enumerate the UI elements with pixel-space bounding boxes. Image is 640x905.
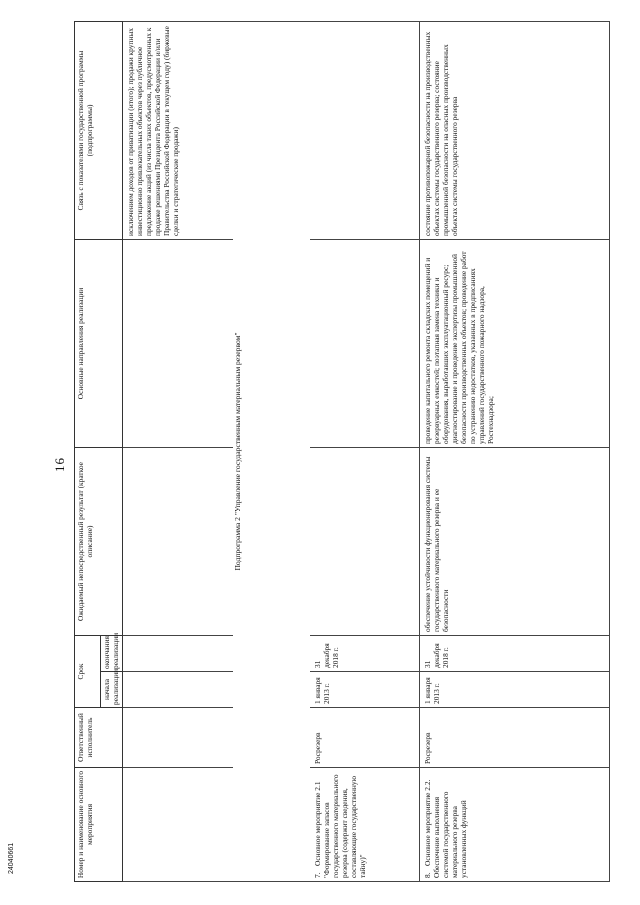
- table-row: [310, 21, 420, 881]
- executor: Росрезерв: [312, 732, 322, 764]
- header-measure: Номер и наименование основного мероприятия: [75, 768, 123, 882]
- row-number: 8.: [423, 872, 432, 878]
- directions: [310, 240, 313, 447]
- header-result: Ожидаемый непосредственный результат (краткое описание): [75, 447, 123, 635]
- indicators: состояние противопожарной безопасности на производственных объектах системы государственного резерва; состояние промышленной безопасности на опасных производственных объектах системы государственного резерва: [423, 31, 460, 236]
- indicators: [310, 22, 313, 239]
- rotated-sheet: [50, 22, 610, 882]
- carryover-indicators: исключением доходов от приватизации (итого); продажи крупных инвестиционно привлекательных объектов через публичное предложение акций (из числа таких объектов, предусмотренных к продаже решениями Президента Российской Федерации и/или Правительства Российской Федерации в текущем году) (биржевые сделки и стратегические продажи): [126, 26, 181, 236]
- executor: Росрезерв: [423, 732, 432, 764]
- page-number: 16: [52, 457, 67, 472]
- term-start: 1 января 2013 г.: [423, 677, 442, 704]
- subprogram-row: [233, 21, 310, 881]
- header-term-start: начала реализации: [101, 672, 123, 708]
- result: [310, 448, 313, 635]
- measure-name: Основное мероприятие 2.2. Обеспечение выполнения системой государственного материального резерва установленных функций: [423, 779, 469, 878]
- subprogram-title: Подпрограмма 2 "Управление государственным материальным резервом": [232, 332, 242, 571]
- header-indicators: Связь с показателями государственной программы (подпрограммы): [75, 21, 123, 239]
- measures-table: [74, 21, 610, 882]
- header-term: Срок: [75, 635, 101, 707]
- row-number: 7.: [312, 872, 322, 878]
- carryover-row: [123, 21, 233, 881]
- header-directions: Основные направления реализации: [75, 239, 123, 447]
- measure-name: Основное мероприятие 2.1 "Формирование запасов государственного материального резерва (содержит сведения, составляющие государственную тайну)": [312, 774, 367, 878]
- directions: проведение капитального ремонта складских помещений и резервуарных емкостей; поэтапная замена техники и оборудования, выработавших эксплуатационный ресурс; диагностирование и проведение экспертизы промышленной безопасности производственных объектов; проведение работ по устранению недостатков, указанных в предписаниях управлений государственного пожарного надзора, Ростехнадзора;: [423, 251, 496, 444]
- result: обеспечение устойчивости функционирования системы государственного материального резерва и ее безопасности: [423, 456, 451, 632]
- term-start: 1 января 2013 г.: [312, 677, 331, 704]
- header-term-end: окончания реализации: [101, 635, 123, 671]
- term-end: 31 декабря 2018 г.: [312, 643, 340, 668]
- header-executor: Ответственный исполнитель: [75, 708, 123, 768]
- document-code: 24040661: [8, 842, 15, 874]
- table-row: [420, 21, 610, 881]
- term-end: 31 декабря 2018 г.: [423, 643, 451, 668]
